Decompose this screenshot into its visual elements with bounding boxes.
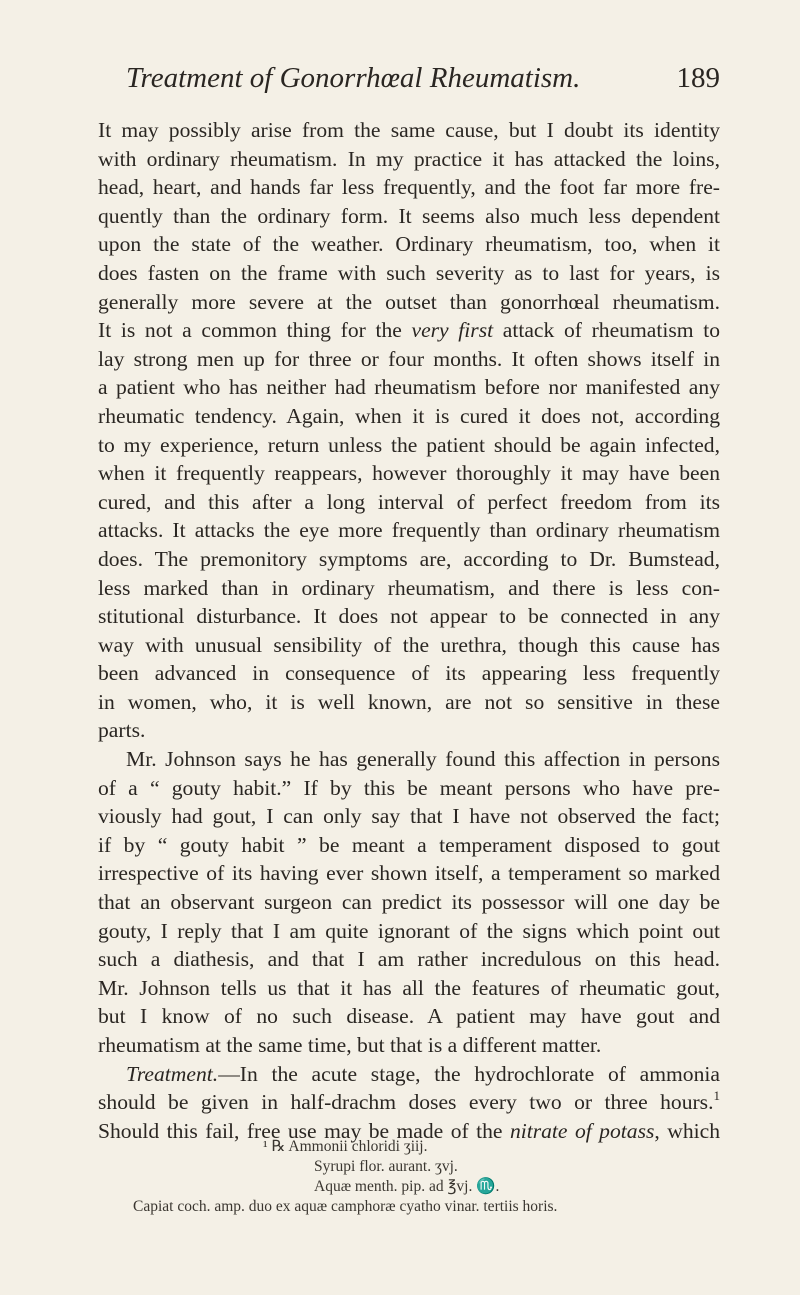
text-line: quently than the ordinary form. It seems also much less dependent: [98, 203, 720, 228]
text-line: Mr. Johnson tells us that it has all the features of rheumatic gout,: [98, 975, 720, 1000]
emphasis-very-first: very first: [411, 318, 494, 343]
text-line: generally more severe at the outset than gonorrhœal rheumatism.: [98, 289, 720, 314]
text-line: such a diathesis, and that I am rather incredulous on this head.: [98, 947, 720, 972]
running-title: Treatment of Gonorrhœal Rheumatism.: [126, 62, 581, 94]
text-line: a patient who has neither had rheumatism before nor manifested any: [98, 375, 720, 400]
text-line: rheumatic tendency. Again, when it is cured it does not, according: [98, 403, 720, 428]
text-line: way with unusual sensibility of the urethra, though this cause has: [98, 632, 720, 657]
text-line: to my experience, return unless the patient should be again infected,: [98, 432, 720, 457]
page-number: 189: [676, 62, 720, 94]
text-line: Mr. Johnson says he has generally found this affection in persons: [126, 747, 720, 772]
text-line: does fasten on the frame with such severity as to last for years, is: [98, 260, 720, 285]
text-line: if by “ gouty habit ” be meant a temperament disposed to gout: [98, 832, 720, 857]
text-run: It is not a common thing for the: [98, 318, 412, 343]
footnote-line: ¹ ℞ Ammonii chloridi ʒiij.: [263, 1138, 428, 1155]
text-run: —In the acute stage, the hydrochlorate of ammonia: [218, 1061, 720, 1086]
text-line: viously had gout, I can only say that I have not observed the fact;: [98, 804, 720, 829]
footnote-line: Aquæ menth. pip. ad ℥vj. ♏.: [314, 1178, 500, 1195]
text-line: been advanced in consequence of its appearing less frequently: [98, 661, 720, 686]
text-line: It may possibly arise from the same cause, but I doubt its identity: [98, 118, 720, 142]
footnote-line: Syrupi flor. aurant. ʒvj.: [314, 1158, 458, 1175]
text-line: in women, who, it is well known, are not so sensitive in these: [98, 689, 720, 714]
text-line: of a “ gouty habit.” If by this be meant persons who have pre-: [98, 775, 720, 800]
text-line: upon the state of the weather. Ordinary rheumatism, too, when it: [98, 232, 720, 257]
text-line: with ordinary rheumatism. In my practice it has attacked the loins,: [98, 146, 720, 171]
text-run: attack of rheumatism to: [493, 318, 720, 343]
text-line: head, heart, and hands far less frequently, and the foot far more fre-: [98, 175, 720, 200]
emphasis-treatment: Treatment.: [126, 1061, 219, 1086]
text-line: [98, 316, 720, 345]
text-line: that an observant surgeon can predict its possessor will one day be: [98, 890, 720, 915]
footnote-ref: 1: [713, 1088, 720, 1104]
text-run: Should this fail, free use may be made of the: [98, 1118, 510, 1143]
text-line: cured, and this after a long interval of perfect freedom from its: [98, 489, 720, 514]
body-text: [98, 116, 720, 1145]
text-line: does. The premonitory symptoms are, according to Dr. Bumstead,: [98, 546, 720, 571]
text-line: [98, 1060, 720, 1089]
text-line: but I know of no such disease. A patient may have gout and: [98, 1004, 720, 1029]
text-line: stitutional disturbance. It does not appear to be connected in any: [98, 604, 720, 629]
text-line: rheumatism at the same time, but that is a different matter.: [98, 1033, 602, 1057]
text-run: , which: [654, 1118, 720, 1143]
footnote-line: Capiat coch. amp. duo ex aquæ camphoræ cyatho vinar. tertiis horis.: [133, 1198, 558, 1215]
text-run: should be given in half-drachm doses every two or three hours.: [98, 1090, 714, 1115]
text-line: irrespective of its having ever shown itself, a temperament so marked: [98, 861, 720, 886]
text-line: lay strong men up for three or four months. It often shows itself in: [98, 346, 720, 371]
text-line: parts.: [98, 718, 146, 743]
text-line: less marked than in ordinary rheumatism, and there is less con-: [98, 575, 720, 600]
text-line: [98, 1088, 720, 1117]
text-line: attacks. It attacks the eye more frequently than ordinary rheumatism: [98, 518, 720, 543]
running-header: [98, 62, 720, 102]
text-line: when it frequently reappears, however thoroughly it may have been: [98, 461, 720, 486]
emphasis-nitrate-of-potass: nitrate of potass: [509, 1118, 655, 1143]
text-line: gouty, I reply that I am quite ignorant of the signs which point out: [98, 918, 720, 943]
